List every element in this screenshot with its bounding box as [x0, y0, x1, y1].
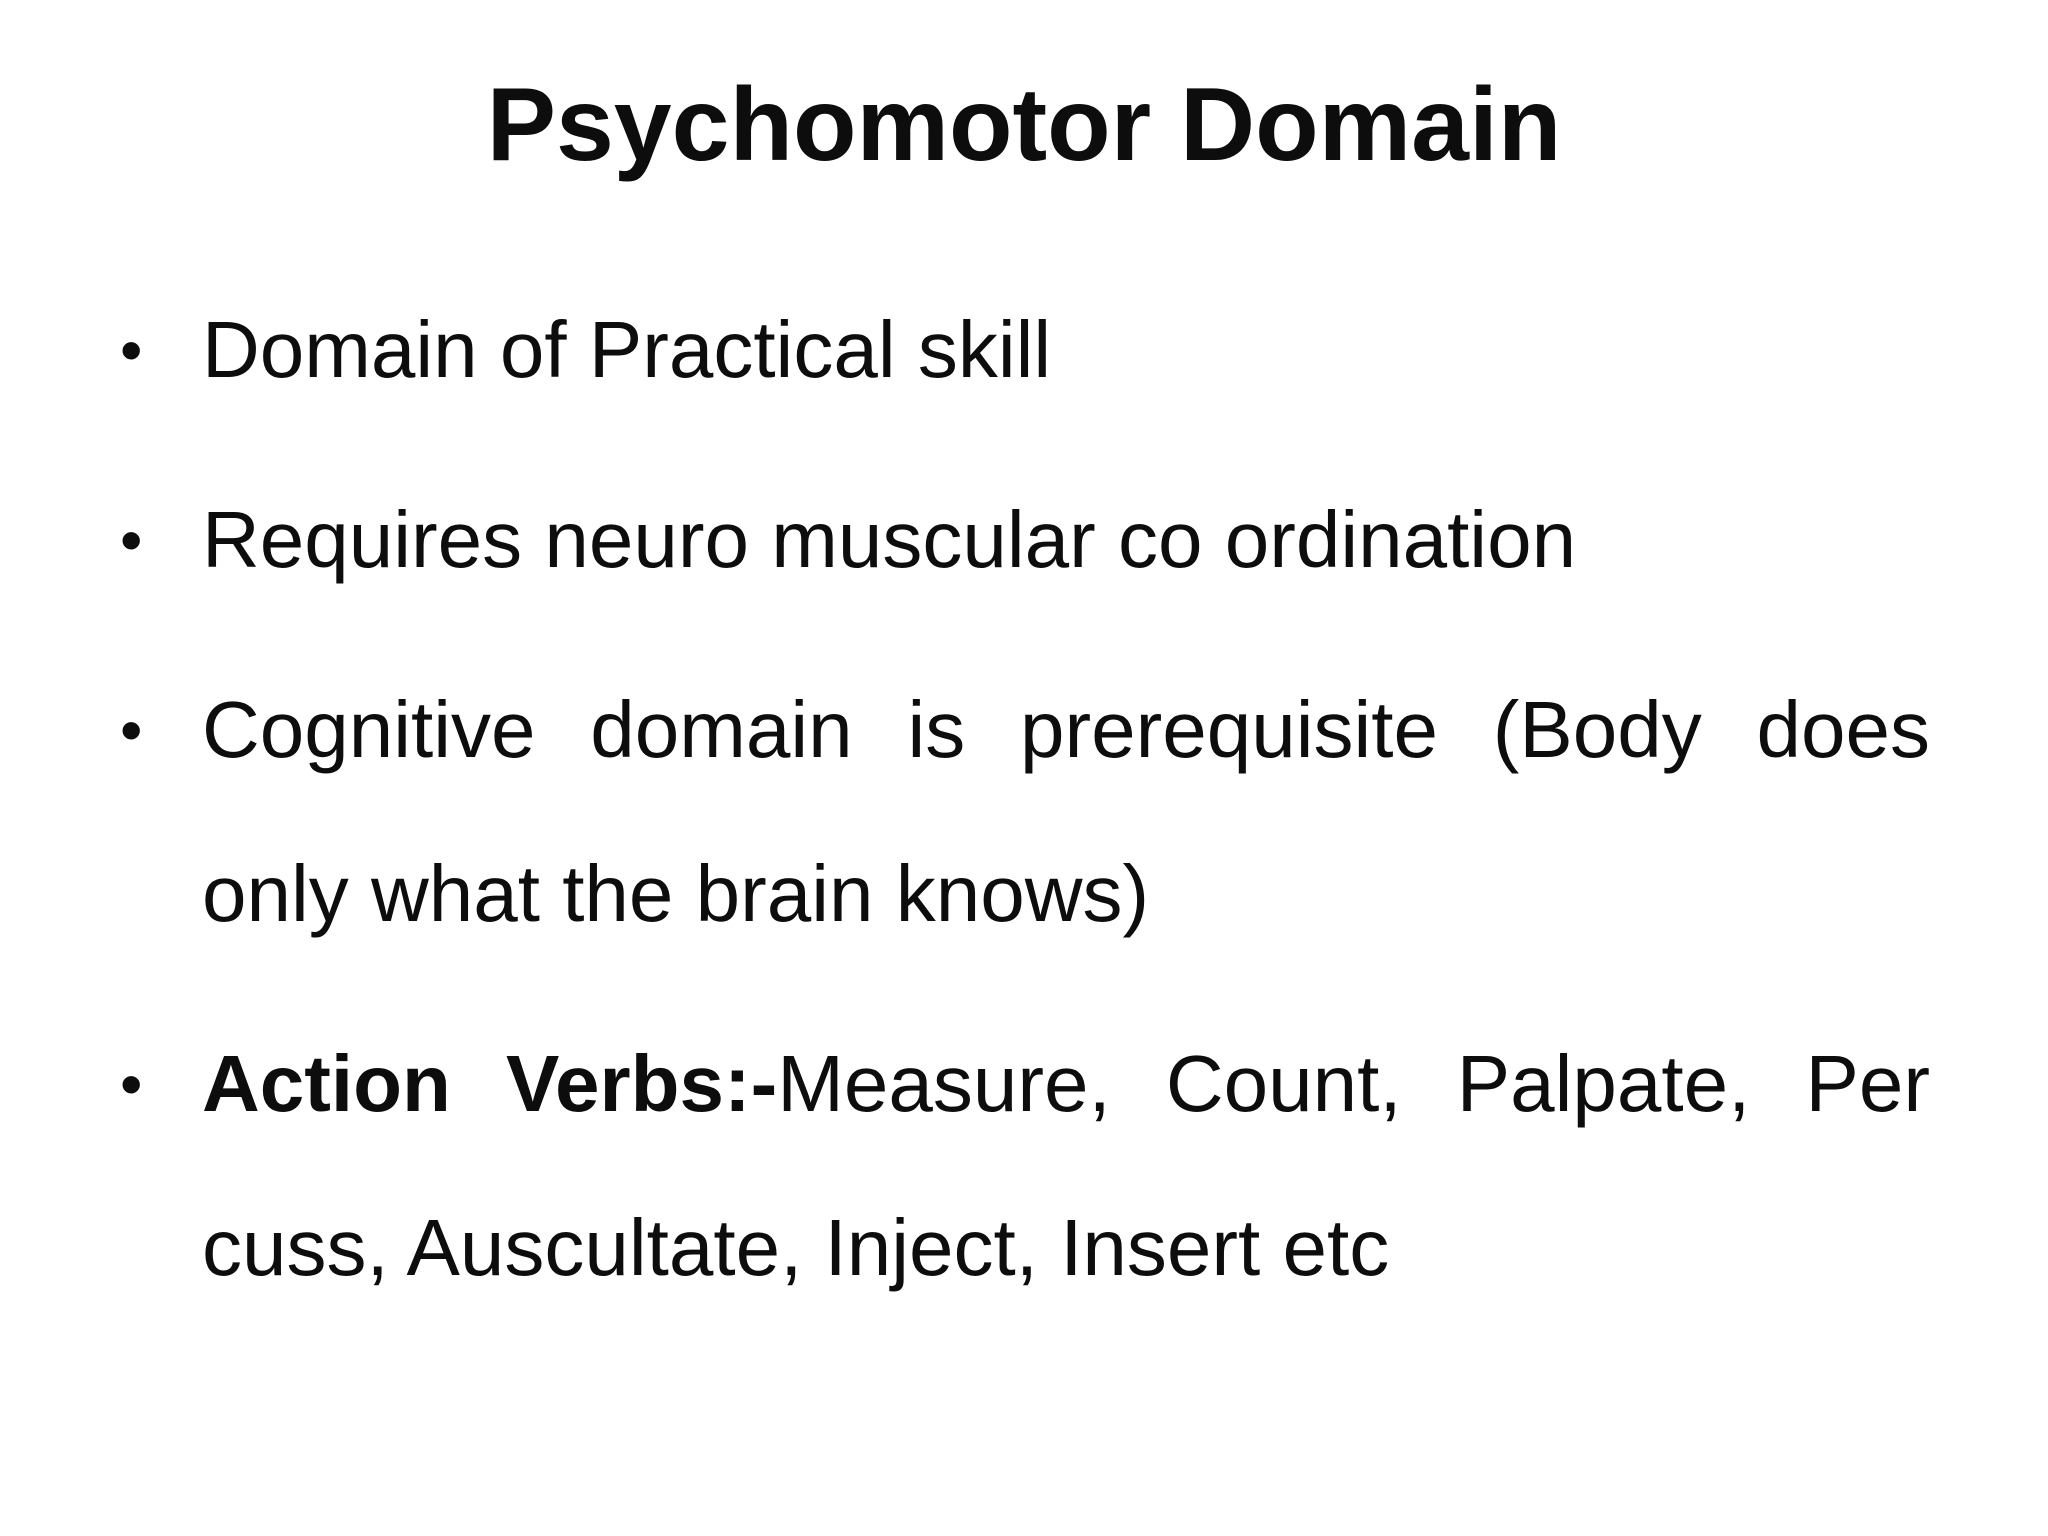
bullet-item [120, 458, 1930, 622]
bullet-list [120, 268, 1930, 1356]
bullet-dot-icon: • [120, 314, 143, 386]
slide-title: Psychomotor Domain [486, 67, 1562, 183]
bullet-text: Requires neuro muscular co ordination [202, 495, 1577, 584]
bullet-dot-icon: • [120, 504, 143, 576]
bullet-item [120, 268, 1930, 432]
bullet-text [202, 1039, 1930, 1292]
bullet-item [120, 648, 1930, 976]
bullet-label-text: Measure, Count, Palpate, Per cuss, Auscultate, Inject, Insert etc [202, 1039, 1930, 1292]
bullet-dot-icon: • [120, 694, 143, 766]
bullet-label: Action Verbs:- [202, 1039, 778, 1128]
bullet-dot-icon: • [120, 1048, 143, 1120]
bullet-item [120, 1002, 1930, 1330]
bullet-text: Cognitive domain is prerequisite (Body does only what the brain knows) [202, 685, 1930, 938]
bullet-text: Domain of Practical skill [202, 305, 1052, 394]
